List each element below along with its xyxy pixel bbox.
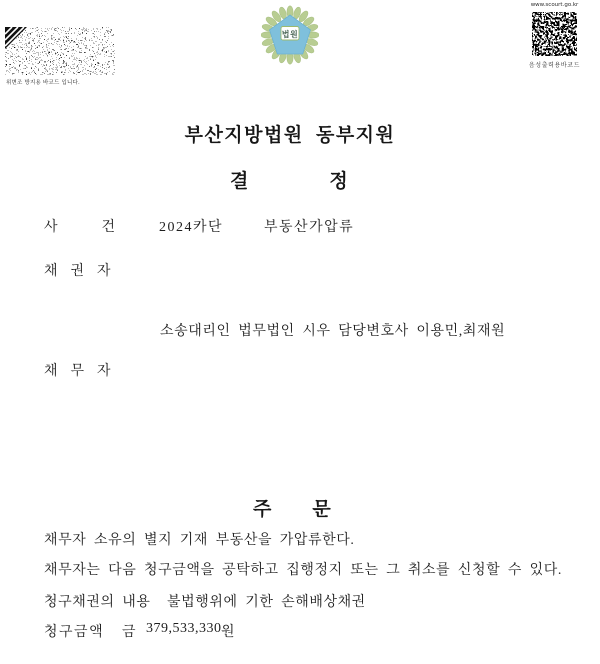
voice-output-qr-code bbox=[531, 11, 578, 57]
court-seal-logo bbox=[261, 5, 319, 67]
claim-content-label: 청구채권의 내용 bbox=[44, 595, 151, 610]
voice-qr-label: 음성출력용바코드 bbox=[528, 62, 581, 69]
claim-amount-unit: 원 bbox=[221, 625, 235, 640]
seal-text: 법원 bbox=[281, 29, 299, 39]
anti-forgery-barcode-label: 위변조 방지용 바코드 입니다. bbox=[6, 80, 80, 86]
claim-amount-value: 379,533,330 bbox=[146, 621, 222, 636]
order-line-1: 채무자 소유의 별지 기재 부동산을 가압류한다. bbox=[44, 533, 355, 548]
scourt-url-label: www.scourt.go.kr bbox=[530, 2, 579, 8]
barcode-noise-graphic bbox=[5, 27, 115, 75]
qr-noise-graphic bbox=[531, 11, 578, 57]
case-name: 부동산가압류 bbox=[264, 220, 355, 235]
anti-forgery-barcode bbox=[5, 27, 115, 75]
attorney-line: 소송대리인 법무법인 시우 담당변호사 이용민,최재원 bbox=[160, 324, 506, 339]
debtor-label: 채무자 bbox=[44, 364, 124, 379]
court-seal-graphic bbox=[261, 5, 319, 67]
claim-content-value: 불법행위에 기한 손해배상채권 bbox=[167, 595, 366, 610]
order-line-2: 채무자는 다음 청구금액을 공탁하고 집행정지 또는 그 취소를 신청할 수 있다. bbox=[44, 563, 562, 578]
order-heading: 주문 bbox=[253, 499, 372, 520]
document-type: 결정 bbox=[230, 171, 429, 192]
claim-amount-label: 청구금액 bbox=[44, 625, 105, 640]
case-number: 2024카단 bbox=[159, 220, 224, 235]
case-label: 사건 bbox=[44, 220, 160, 235]
court-name: 부산지방법원 동부지원 bbox=[184, 125, 396, 146]
claim-amount-prefix: 금 bbox=[122, 625, 136, 640]
creditor-label: 채권자 bbox=[44, 264, 124, 279]
